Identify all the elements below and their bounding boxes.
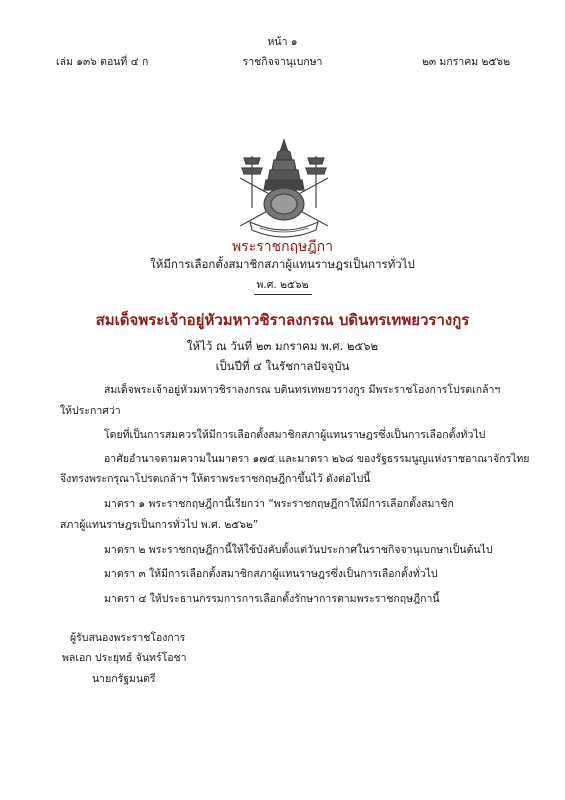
countersign-label: ผู้รับสนองพระราชโองการ [70,632,186,644]
page-number: หน้า ๑ [267,36,298,48]
paragraph-2: โดยที่เป็นการสมควรให้มีการเลือกตั้งสมาชิกสภาผู้แทนราษฎรซึ่งเป็นการเลือกตั้งทั่วไป [104,429,486,441]
given-date: ให้ไว้ ณ วันที่ ๒๓ มกราคม พ.ศ. ๒๕๖๒ [186,339,379,353]
gazette-name: ราชกิจจานุเบกษา [242,56,323,68]
section-4: มาตรา ๔ ให้ประธานกรรมการการเลือกตั้งรักษาการตามพระราชกฤษฎีกานี้ [104,593,440,605]
section-1-line-2: สภาผู้แทนราษฎรเป็นการทั่วไป พ.ศ. ๒๕๖๒” [60,519,259,531]
paragraph-1-line-1: สมเด็จพระเจ้าอยู่หัวมหาวชิราลงกรณ บดินทรเทพยวรางกูร มีพระราชโองการโปรดเกล้าฯ [104,384,501,396]
publish-date: ๒๓ มกราคม ๒๕๖๒ [422,56,510,68]
decree-title: พระราชกฤษฎีกา [231,239,334,255]
section-1-line-1: มาตรา ๑ พระราชกฤษฎีกานี้เรียกว่า “พระราชกฤษฎีกาให้มีการเลือกตั้งสมาชิก [104,498,454,510]
paragraph-1-line-2: ให้ประกาศว่า [60,405,121,417]
signatory-name: พลเอก ประยุทธ์ จันทร์โอชา [62,652,187,664]
section-3: มาตรา ๓ ให้มีการเลือกตั้งสมาชิกสภาผู้แทนราษฎรซึ่งเป็นการเลือกตั้งทั่วไป [104,568,438,580]
reign-year: เป็นปีที่ ๔ ในรัชกาลปัจจุบัน [215,359,350,373]
signatory-title: นายกรัฐมนตรี [92,673,156,685]
decree-year: พ.ศ. ๒๕๖๒ [256,279,309,291]
section-2: มาตรา ๒ พระราชกฤษฎีกานี้ให้ใช้บังคับตั้งแต่วันประกาศในราชกิจจานุเบกษาเป็นต้นไป [104,544,493,556]
decree-subtitle: ให้มีการเลือกตั้งสมาชิกสภาผู้แทนราษฎรเป็นการทั่วไป [150,257,415,271]
king-name: สมเด็จพระเจ้าอยู่หัวมหาวชิราลงกรณ บดินทรเทพยวรางกูร [95,311,470,329]
royal-emblem-icon [230,138,338,242]
paragraph-3-line-2: จึงทรงพระกรุณาโปรดเกล้าฯ ให้ตราพระราชกฤษฎีกาขึ้นไว้ ดังต่อไปนี้ [60,473,371,485]
title-divider [254,294,312,295]
volume-info: เล่ม ๑๓๖ ตอนที่ ๔ ก [56,56,149,68]
paragraph-3-line-1: อาศัยอำนาจตามความในมาตรา ๑๗๕ และมาตรา ๒๖๘ ของรัฐธรรมนูญแห่งราชอาณาจักรไทย [104,453,530,465]
